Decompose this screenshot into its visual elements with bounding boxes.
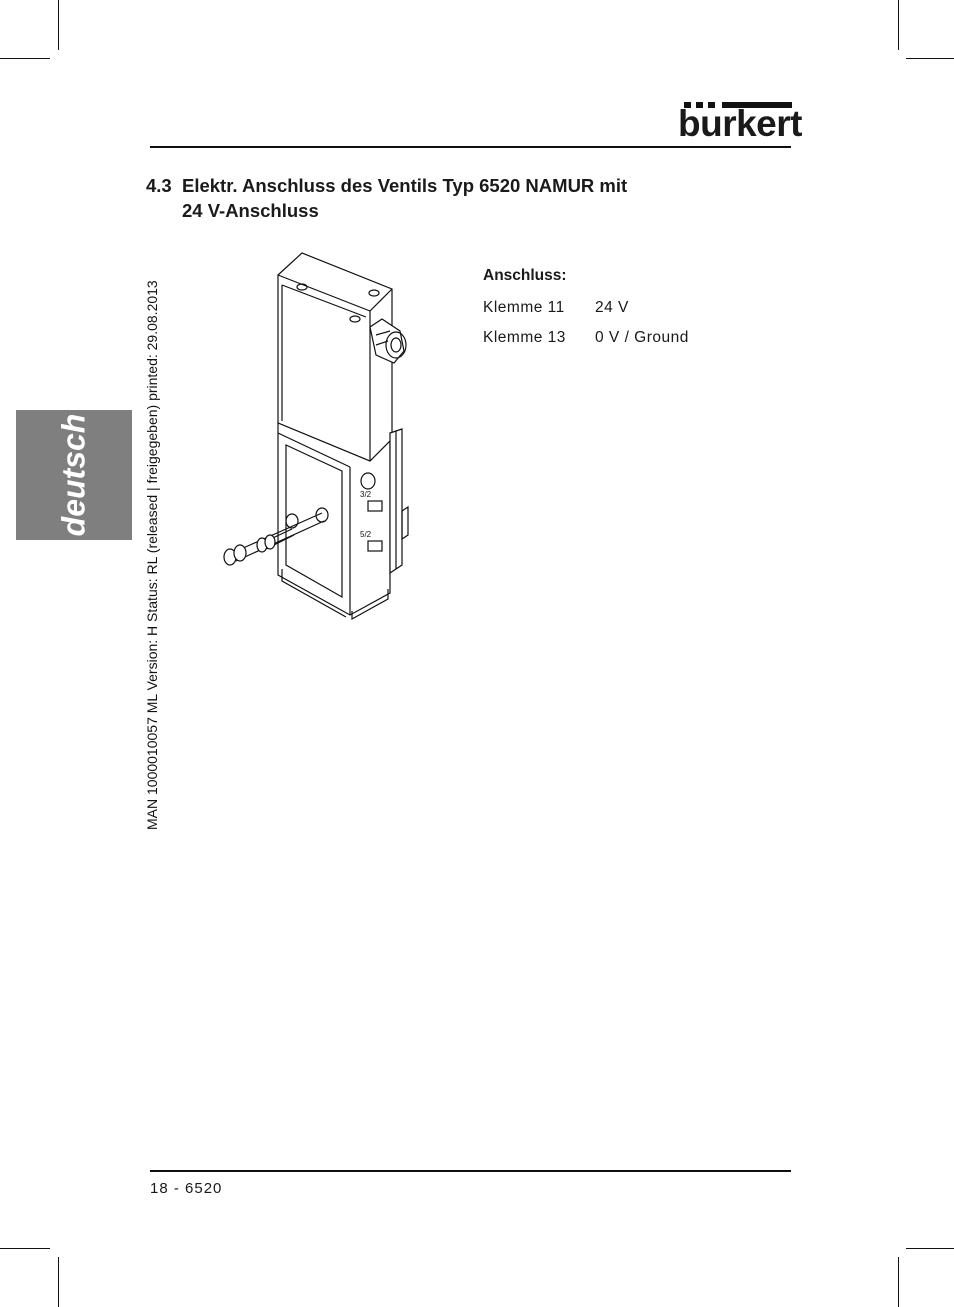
brand-logo (678, 102, 802, 144)
crop-mark (0, 1248, 50, 1249)
terminal-label: Klemme 11 (483, 299, 565, 316)
crop-mark (906, 1248, 954, 1249)
section-title-line1: Elektr. Anschluss des Ventils Typ 6520 NAMUR mit (182, 175, 628, 196)
language-tab (16, 410, 132, 540)
header-rule (150, 146, 791, 148)
connection-row (483, 323, 689, 353)
crop-mark (898, 1257, 899, 1307)
crop-mark (58, 1257, 59, 1307)
section-title-line2: 24 V-Anschluss (182, 200, 319, 221)
connection-info (483, 267, 689, 353)
section-heading (146, 173, 627, 223)
crop-mark (0, 58, 50, 59)
brand-name: burkert (678, 103, 802, 144)
language-tab-label: deutsch (55, 413, 92, 537)
crop-mark (898, 0, 899, 50)
svg-text:5/2: 5/2 (360, 530, 372, 539)
valve-illustration (210, 245, 450, 625)
section-number: 4.3 (146, 175, 172, 196)
document-status-text: MAN 1000010057 ML Version: H Status: RL (released | freigegeben) printed: 29.08.2013 (144, 280, 160, 830)
crop-mark (906, 58, 954, 59)
connection-heading: Anschluss: (483, 267, 567, 284)
terminal-label: Klemme 13 (483, 329, 566, 346)
connection-row (483, 293, 689, 323)
footer-rule (150, 1170, 791, 1172)
crop-mark (58, 0, 59, 50)
svg-text:3/2: 3/2 (360, 490, 372, 499)
terminal-value: 24 V (595, 299, 629, 316)
terminal-value: 0 V / Ground (595, 329, 689, 346)
page-number: 18 - 6520 (150, 1180, 223, 1197)
